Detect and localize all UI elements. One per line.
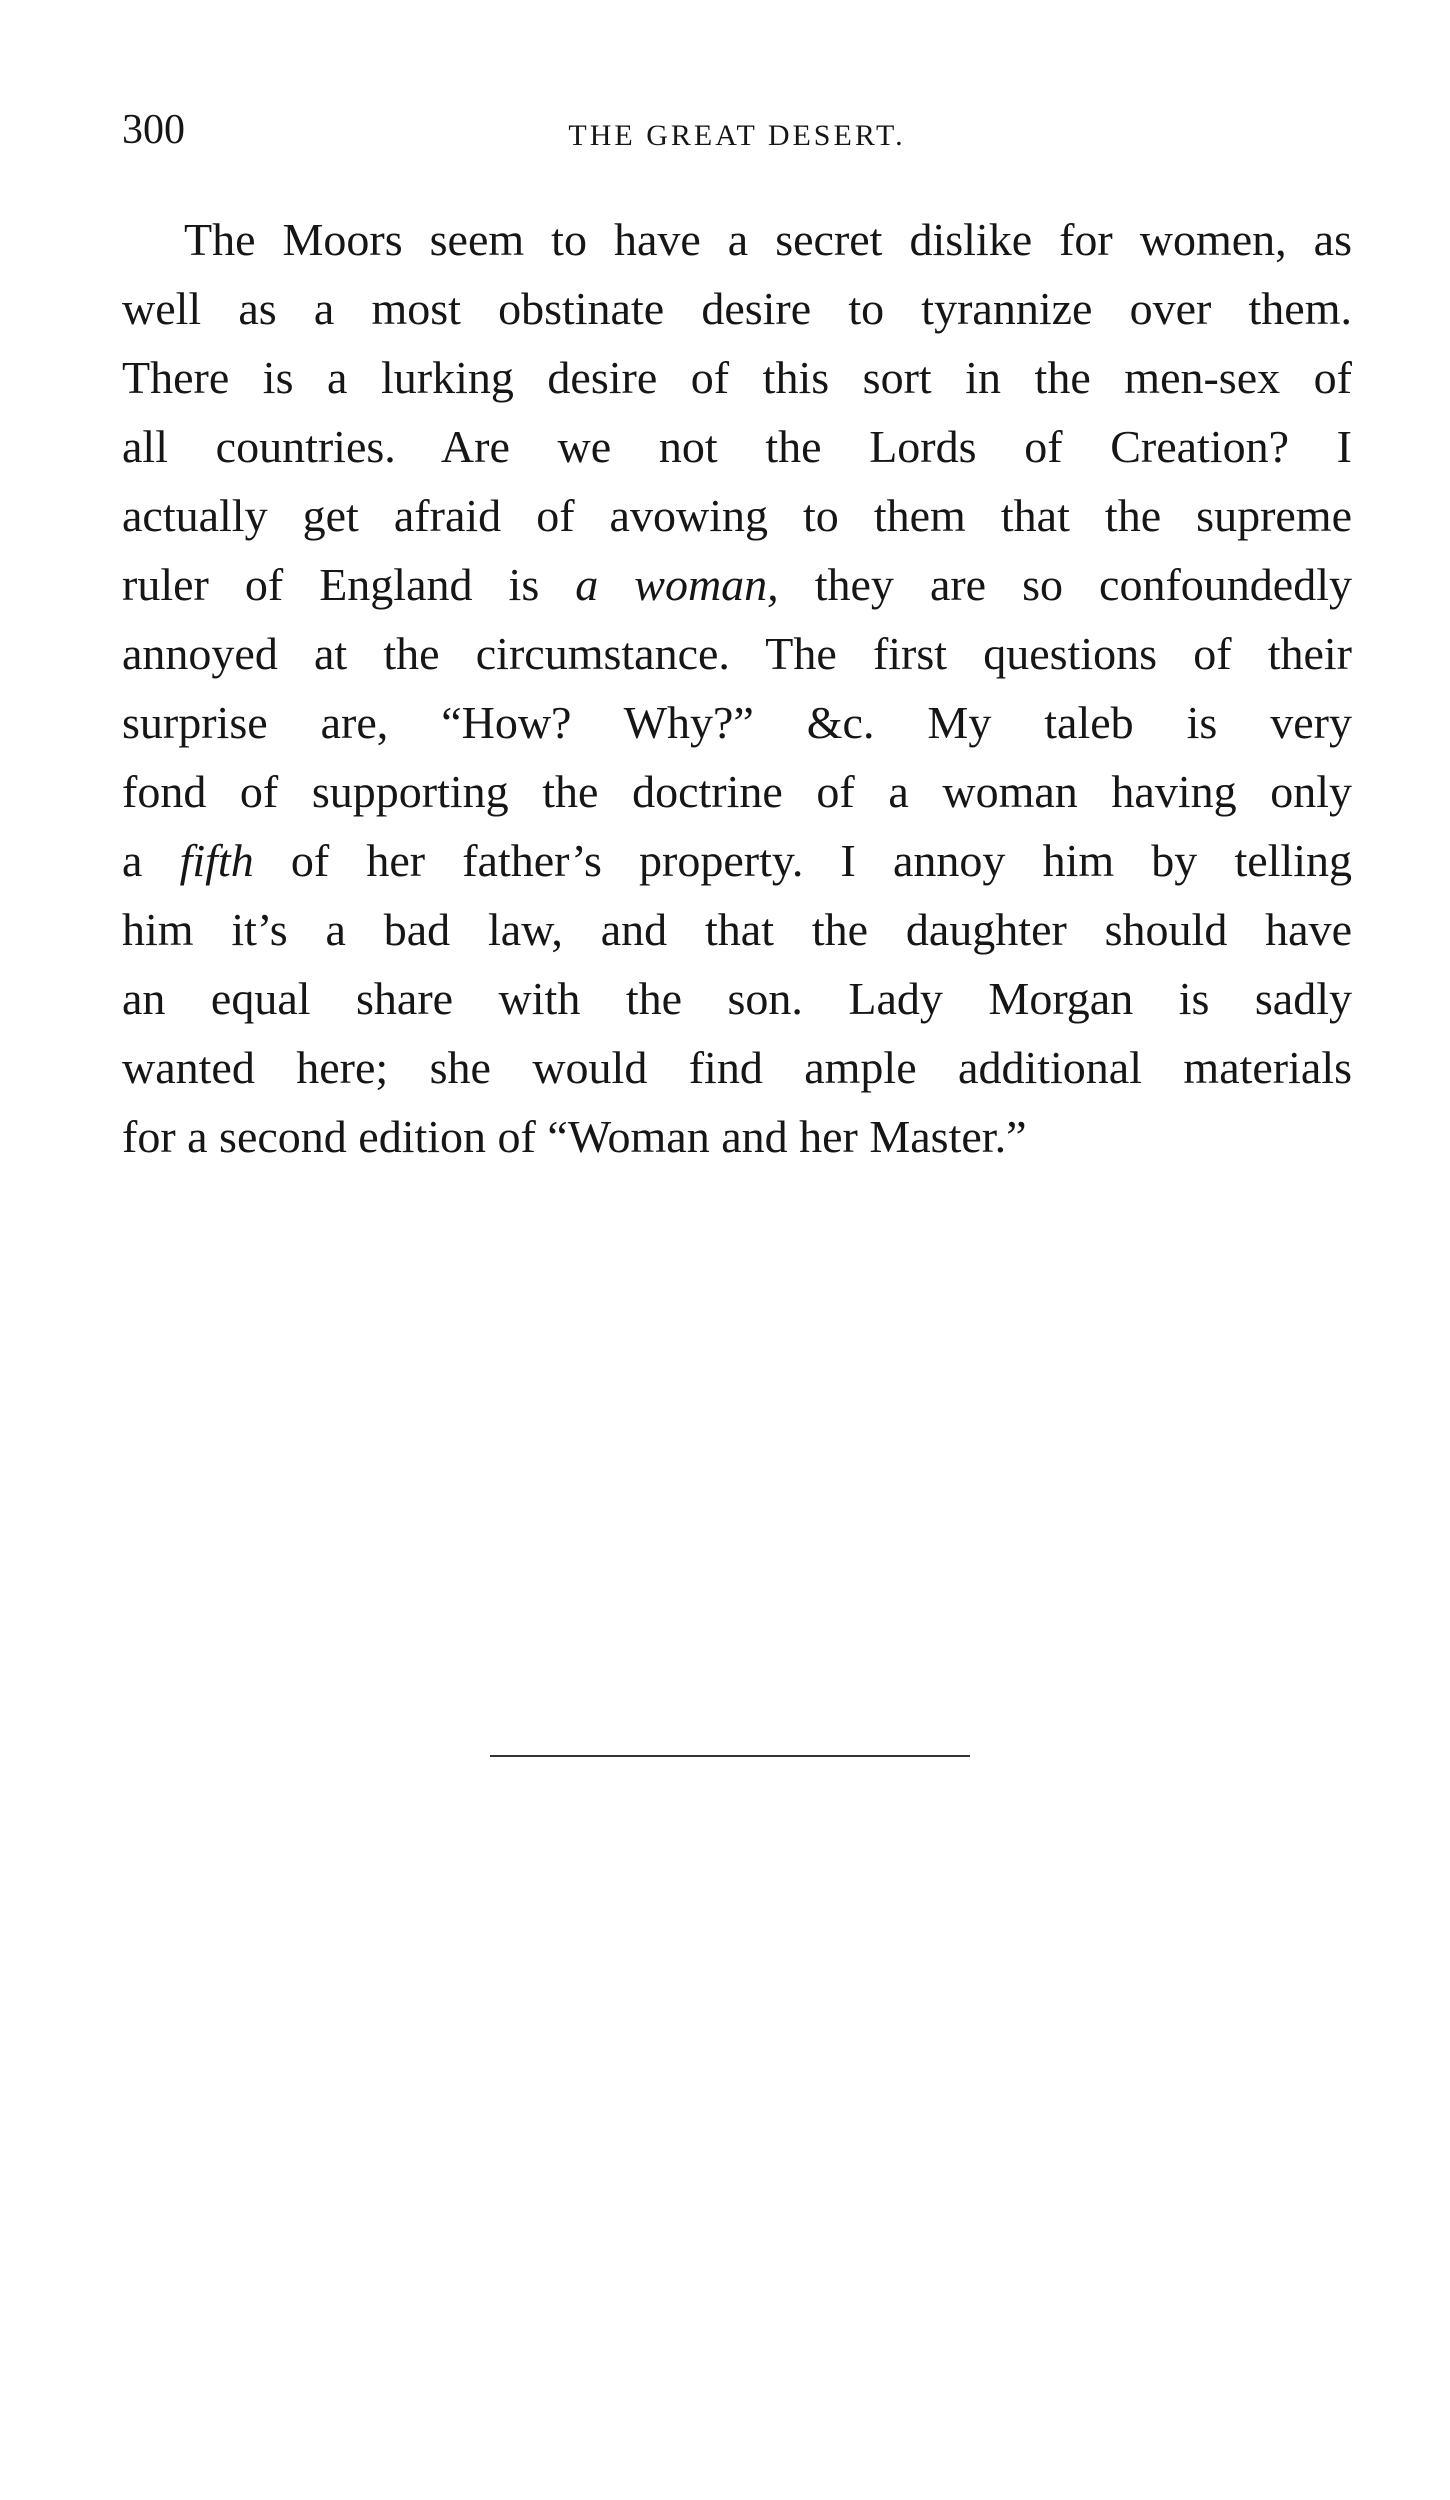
text-line: well as a most obstinate desire to tyrannize over them. xyxy=(122,283,1352,334)
body-paragraph xyxy=(122,205,1352,1171)
page-number: 300 xyxy=(122,107,185,153)
text-segment: of her father’s property. I annoy him by telling xyxy=(253,835,1352,886)
text-line xyxy=(122,826,1352,895)
text-segment: a xyxy=(122,835,180,886)
text-line xyxy=(122,550,1352,619)
section-divider-rule xyxy=(490,1755,970,1757)
text-line: There is a lurking desire of this sort in the men-sex of xyxy=(122,352,1352,403)
text-line: actually get afraid of avowing to them that the supreme xyxy=(122,490,1352,541)
text-line: The Moors seem to have a secret dislike for women, as xyxy=(184,214,1352,265)
text-line: him it’s a bad law, and that the daughter should have xyxy=(122,904,1352,955)
page-header xyxy=(122,100,1352,160)
italic-phrase: fifth xyxy=(179,835,254,886)
text-line: fond of supporting the doctrine of a woman having only xyxy=(122,766,1352,817)
running-title: THE GREAT DESERT. xyxy=(568,119,906,152)
text-line: for a second edition of “Woman and her Master.” xyxy=(122,1111,1027,1162)
text-line: wanted here; she would find ample additional materials xyxy=(122,1042,1352,1093)
text-line: surprise are, “How? Why?” &c. My taleb is very xyxy=(122,697,1352,748)
text-line: annoyed at the circumstance. The first questions of their xyxy=(122,628,1352,679)
italic-phrase: a woman, xyxy=(575,559,779,610)
text-segment: they are so confoundedly xyxy=(778,559,1352,610)
text-line: an equal share with the son. Lady Morgan is sadly xyxy=(122,973,1352,1024)
text-line: all countries. Are we not the Lords of Creation? I xyxy=(122,421,1352,472)
text-segment: ruler of England is xyxy=(122,559,576,610)
